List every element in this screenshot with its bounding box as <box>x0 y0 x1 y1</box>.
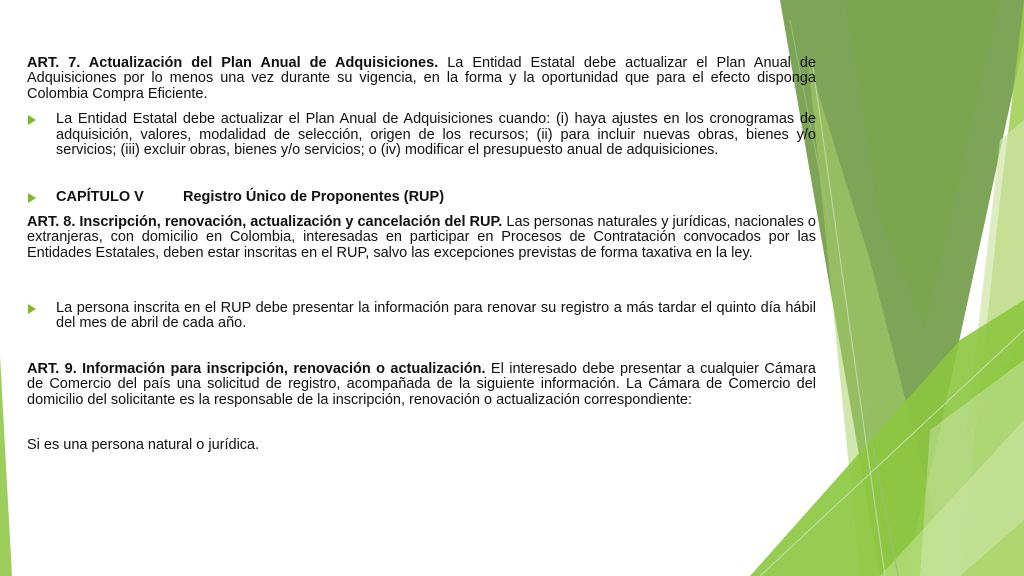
art9-heading: ART. 9. Información para inscripción, renovación o actualización. <box>27 360 486 377</box>
triangle-right-icon <box>28 193 36 203</box>
triangle-right-icon <box>28 304 36 314</box>
art9-paragraph <box>27 362 816 408</box>
bullet-update-conditions-text: La Entidad Estatal debe actualizar el Plan Anual de Adquisiciones cuando: (i) haya ajustes en los cronogramas de adquisición, valores, modalidad de selección, origen de los recursos; (ii) para incluir nuevas obras, bienes y/o servicios; (iii) excluir obras, bienes y/o servicios; o (iv) modificar el presupuesto anual de adquisiciones. <box>56 111 816 159</box>
art7-body: La Entidad Estatal debe actualizar el Plan Anual de Adquisiciones por lo menos una vez durante su vigencia, en la forma y la oportunidad que para el efecto disponga Colombia Compra Eficiente. <box>27 55 816 102</box>
art8-heading: ART. 8. Inscripción, renovación, actualización y cancelación del RUP. <box>27 213 503 230</box>
art9-body: El interesado debe presentar a cualquier Cámara de Comercio del país una solicitud de registro, acompañada de la siguiente información. La Cámara de Comercio del domicilio del solicitante es la responsable de la inscripción, renovación o actualización correspondiente: <box>27 360 816 408</box>
left-green-sliver <box>0 355 12 576</box>
chapter-label: CAPÍTULO V <box>56 189 144 206</box>
bullet-update-conditions <box>27 112 816 158</box>
triangle-right-icon <box>28 115 36 125</box>
art7-paragraph <box>27 56 816 102</box>
art7-heading: ART. 7. Actualización del Plan Anual de Adquisiciones. <box>27 55 439 71</box>
chapter-title: Registro Único de Proponentes (RUP) <box>183 189 445 206</box>
bullet-rup-renewal <box>27 301 816 332</box>
art8-paragraph <box>27 215 816 261</box>
art8-body: Las personas naturales y jurídicas, nacionales o extranjeras, con domicilio en Colombia, interesadas en participar en Procesos de Contratación convocados por las Entidades Estatales, deben estar inscritas en el RUP, salvo las excepciones previstas de forma taxativa en la ley. <box>27 213 817 261</box>
slide-content <box>27 56 816 454</box>
chapter-heading <box>27 190 816 205</box>
closing-line: Si es una persona natural o jurídica. <box>27 437 260 454</box>
bullet-rup-renewal-text: La persona inscrita en el RUP debe presentar la información para renovar su registro a más tardar el quinto día hábil del mes de abril de cada año. <box>56 300 816 332</box>
